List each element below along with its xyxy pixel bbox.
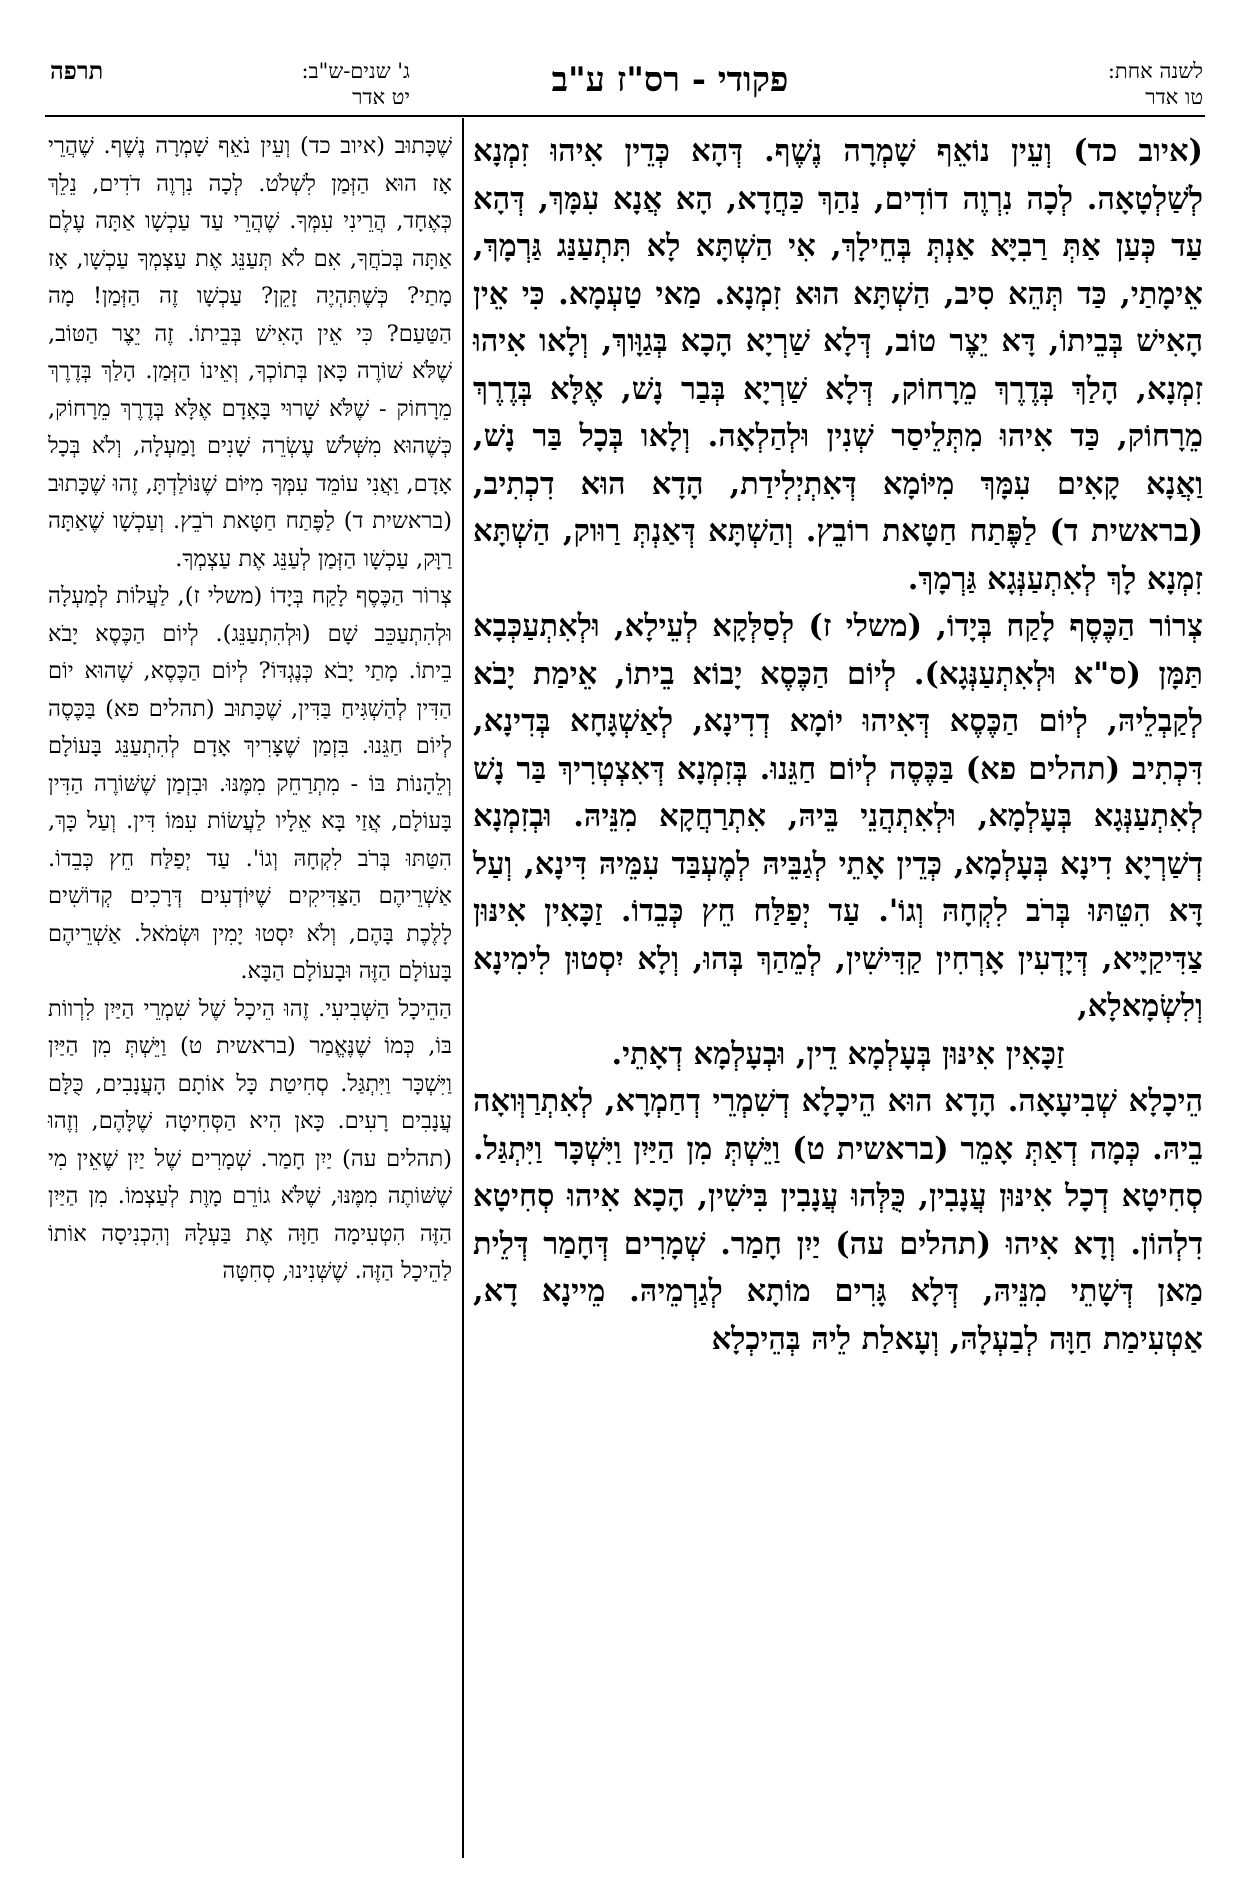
main-paragraph: (איוב כד) וְעֵין נוֹאֵף שָׁמְרָה נֶשֶׁף. דְּהָא כְּדֵין אִיהוּ זִמְנָא לְשַׁלְטָאָה. לְכָה נִרְוֶה דוֹדִים, נַהַךְ כַּחֲדָא, הָא אֲנָא עִמָּךְ, דְּהָא עַד כְּעַן אַתְּ רַבִיָּא אַנְתְּ בְּחֵילָךְ, אִי הַשְׁתָּא לָא תִּתְעַנַּג גַּרְמָךְ, אֵימָתַי, כַּד תְּהֵא סִיב, הַשְׁתָּא הוּא זִמְנָא. מַאי טַעְמָא. כִּי אֵין הָאִישׁ בְּבֵיתוֹ, דָּא יֵצֶר טוֹב, דְּלָא שַׁרְיָא הָכָא בְּגַוָּוךְ, וְלָאו אִיהוּ זִמְנָא, הָלַךְ בְּדֶרֶךְ מֵרָחוֹק, דְּלָא שַׁרְיָא בְּבַר נָשׁ, אֶלָּא בְּדֶרֶךְ מֵרָחוֹק, כַּד אִיהוּ מִתְּלֵיסַר שְׁנִין וּלְהַלְאָה. וְלָאו בְּכָל בַּר נָשׁ, וַאֲנָא קָאִים עִמָּךְ מִיּוֹמָא דְּאִתְיְלִידַת, הָדָא הוּא דִכְתִיב, (בראשית ד) לַפֶּתַח חַטָּאת רוֹבֵץ. וְהַשְׁתָּא דְּאַנְתְּ רַוּוק, הַשְׁתָּא זִמְנָא לָךְ לְאִתְעַנְּגָא גַּרְמָךְ. [473, 133, 1203, 597]
header-divider [45, 115, 1205, 117]
study-plan-label: לשנה אחת: [1107, 59, 1203, 83]
main-paragraph: צְרוֹר הַכֶּסֶף לָקַח בְּיָדוֹ, (משלי ז) לְסַלְּקָא לְעֵילָא, וּלְאִתְעַכְּבָא תַּמָּן (ס"א וּלְאִתְעַנְּגָא). לְיוֹם הַכֶּסֶא יָבוֹא בֵיתוֹ, אֵימַת יָבֹא לְקַבְלֵיהּ, לְיוֹם הַכֶּסֶא דְּאִיהוּ יוֹמָא דְדִינָא, לְאַשְׁגָּחָא בְּדִינָא, דִּכְתִיב (תהלים פא) בַּכֶּסֶה לְיוֹם חַגֵּנוּ. בְּזִמְנָא דְּאִצְטְרִיךְ בַּר נָשׁ לְאִתְעַנְּגָא בְּעָלְמָא, וּלְאִתְהֲנֵי בֵּיהּ, אִתְרַחֲקָא מִנֵּיהּ. וּבְזִמְנָא דְשַׁרְיָא דִינָא בְּעָלְמָא, כְּדֵין אָתֵי לְגַבֵּיהּ לְמֶעְבַּד עִמֵּיהּ דִּינָא, וְעַל דָּא הִטֵּתּוּ בְּרֹב לִקְחָהּ וְגוֹ'. עַד יְפַלַּח חֵץ כְּבֵדוֹ. זַכָּאִין אִינּוּן צַדִּיקַיָּיא, דְּיָדְעִין אָרְחִין קַדִּישִׁין, לְמֵהַךְ בְּהוּ, וְלָא יִסְטוּן לִימִינָא וְלִשְׂמָאלָא, [473, 608, 1203, 1024]
header-right [1003, 58, 1203, 118]
main-paragraph: זַכָּאִין אִינּוּן בְּעָלְמָא דֵין, וּבְעָלְמָא דְאָתֵי. [611, 1035, 1065, 1072]
commentary-column [48, 128, 452, 1291]
main-paragraph: הֵיכָלָא שְׁבִיעָאָה. הָדָא הוּא הֵיכָלָא דְשִׁמְרֵי דְחַמְרָא, לְאִתְרַוְּואָה בֵיהּ. כְּמָה דְאַתְּ אָמֵר (בראשית ט) וַיֵּשְׁתְּ מִן הַיַּיִן וַיִּשְׁכָּר וַיִּתְגַּל. סְחִיטָא דְכָל אִינּוּן עֲנָבִין, כֻּלְּהוּ עֲנָבִין בִּישִׁין, הָכָא אִיהוּ סְחִיטָא דִלְהוֹן. וְדָא אִיהוּ (תהלים עה) יַיִן חָמַר. שְׁמָרִים דְּחָמַר דְּלֵית מַאן דְּשָׁתֵי מִנֵּיהּ, דְּלָא גָּרִים מוֹתָא לְגַרְמֵיהּ. מֵיינָא דָא, אַטְעִימַת חַוָּה לְבַעְלָהּ, וְעָאלַת לֵיהּ בְּהֵיכְלָא [473, 1083, 1203, 1357]
page-title: פקודי - רס"ז ע"ב [551, 60, 789, 100]
commentary-paragraph: הַהֵיכָל הַשְּׁבִיעִי. זֶהוּ הֵיכָל שֶׁל שִׁמְרֵי הַיַּיִן לִרְווֹת בּוֹ, כְּמוֹ שֶׁנֶּאֱמַר (בראשית ט) וַיֵּשְׁתְּ מִן הַיַּיִן וַיִּשְׁכָּר וַיִּתְגַּל. סְחִיטַת כָּל אוֹתָם הָעֲנָבִים, כֻּלָּם עֲנָבִים רָעִים. כָּאן הִיא הַסְּחִיטָה שֶׁלָּהֶם, וְזֶהוּ (תהלים עה) יַיִן חָמַר. שְׁמָרִים שֶׁל יַיִן שֶׁאֵין מִי שֶׁשּׁוֹתֶה מִמֶּנּוּ, שֶׁלֹּא גוֹרֵם מָוֶת לְעַצְמוֹ. מִן הַיַּיִן הַזֶּה הִטְעִימָה חַוָּה אֶת בַּעְלָהּ וְהִכְנִיסָה אוֹתוֹ לַהֵיכָל הַזֶּה. שֶׁשְּׁנִינוּ, סְחִטָּה [48, 995, 452, 1284]
study-date: טו אדר [1145, 85, 1203, 109]
main-text-column [473, 128, 1203, 1363]
column-divider [462, 118, 464, 1858]
header-left-dates [301, 58, 410, 110]
three-year-plan-label: ג' שנים-ש"ב: [301, 59, 410, 83]
header-left [50, 58, 410, 118]
three-year-date: יט אדר [352, 85, 410, 109]
page-number: תרפה [50, 56, 104, 85]
commentary-paragraph: שֶׁכָּתוּב (איוב כד) וְעֵין נֹאֵף שָׁמְרָה נֶשֶׁף. שֶׁהֲרֵי אָז הוּא הַזְּמַן לִשְׁלֹט. לְכָה נִרְוֶה דֹדִים, נֵלֵךְ כְּאֶחָד, הֲרֵינִי עִמְּךָ. שֶׁהֲרֵי עַד עַכְשָׁו אַתָּה עֶלֶם אַתָּה בְּכֹחֲךָ, אִם לֹא תְּעַנֵּג אֶת עַצְמְךָ עַכְשָׁו, אָז מָתַי? כְּשֶׁתִּהְיֶה זָקֵן? עַכְשָׁו זֶה הַזְּמַן! מָה הַטַּעַם? כִּי אֵין הָאִישׁ בְּבֵיתוֹ. זֶה יֵצֶר הַטּוֹב, שֶׁלֹּא שׁוֹרֶה כָּאן בְּתוֹכְךָ, וְאֵינוֹ הַזְּמַן. הָלַךְ בְּדֶרֶךְ מֵרָחוֹק - שֶׁלֹּא שָׁרוּי בָּאָדָם אֶלָּא בְּדֶרֶךְ מֵרָחוֹק, כְּשֶׁהוּא מִשְּׁלֹשׁ עֶשְׂרֵה שָׁנִים וָמַעְלָה, וְלֹא בְּכָל אָדָם, וַאֲנִי עוֹמֵד עִמְּךָ מִיּוֹם שֶׁנּוֹלַדְתָּ, זֶהוּ שֶׁכָּתוּב (בראשית ד) לַפֶּתַח חַטָּאת רֹבֵץ. וְעַכְשָׁו שֶׁאַתָּה רַוָּק, עַכְשָׁו הַזְּמַן לְעַנֵּג אֶת עַצְמְךָ. [48, 133, 452, 572]
commentary-paragraph: צְרוֹר הַכֶּסֶף לָקַח בְּיָדוֹ (משלי ז), לַעֲלוֹת לְמַעְלָה וּלְהִתְעַכֵּב שָׁם (וּלְהִתְעַנֵּג). לְיוֹם הַכֶּסֶא יָבֹא בֵיתוֹ. מָתַי יָבֹא כְּנֶגְדּוֹ? לְיוֹם הַכֶּסֶא, שֶׁהוּא יוֹם הַדִּין לְהַשְׁגִּיחַ בַּדִּין, שֶׁכָּתוּב (תהלים פא) בַּכֶּסֶה לְיוֹם חַגֵּנוּ. בִּזְמַן שֶׁצָּרִיךְ אָדָם לְהִתְעַנֵּג בָּעוֹלָם וְלֵהָנוֹת בּוֹ - מִתְרַחֵק מִמֶּנּוּ. וּבִזְמַן שֶׁשּׁוֹרֶה הַדִּין בָּעוֹלָם, אֲזַי בָּא אֵלָיו לַעֲשׂוֹת עִמּוֹ דִּין. וְעַל כָּךְ, הִטַּתּוּ בְּרֹב לִקְחָהּ וְגוֹ'. עַד יְפַלַּח חֵץ כְּבֵדוֹ. אַשְׁרֵיהֶם הַצַּדִּיקִים שֶׁיּוֹדְעִים דְּרָכִים קְדוֹשִׁים לָלֶכֶת בָּהֶם, וְלֹא יִסְטוּ יָמִין וּשְׂמֹאל. אַשְׁרֵיהֶם בָּעוֹלָם הַזֶּה וּבָעוֹלָם הַבָּא. [48, 583, 452, 984]
